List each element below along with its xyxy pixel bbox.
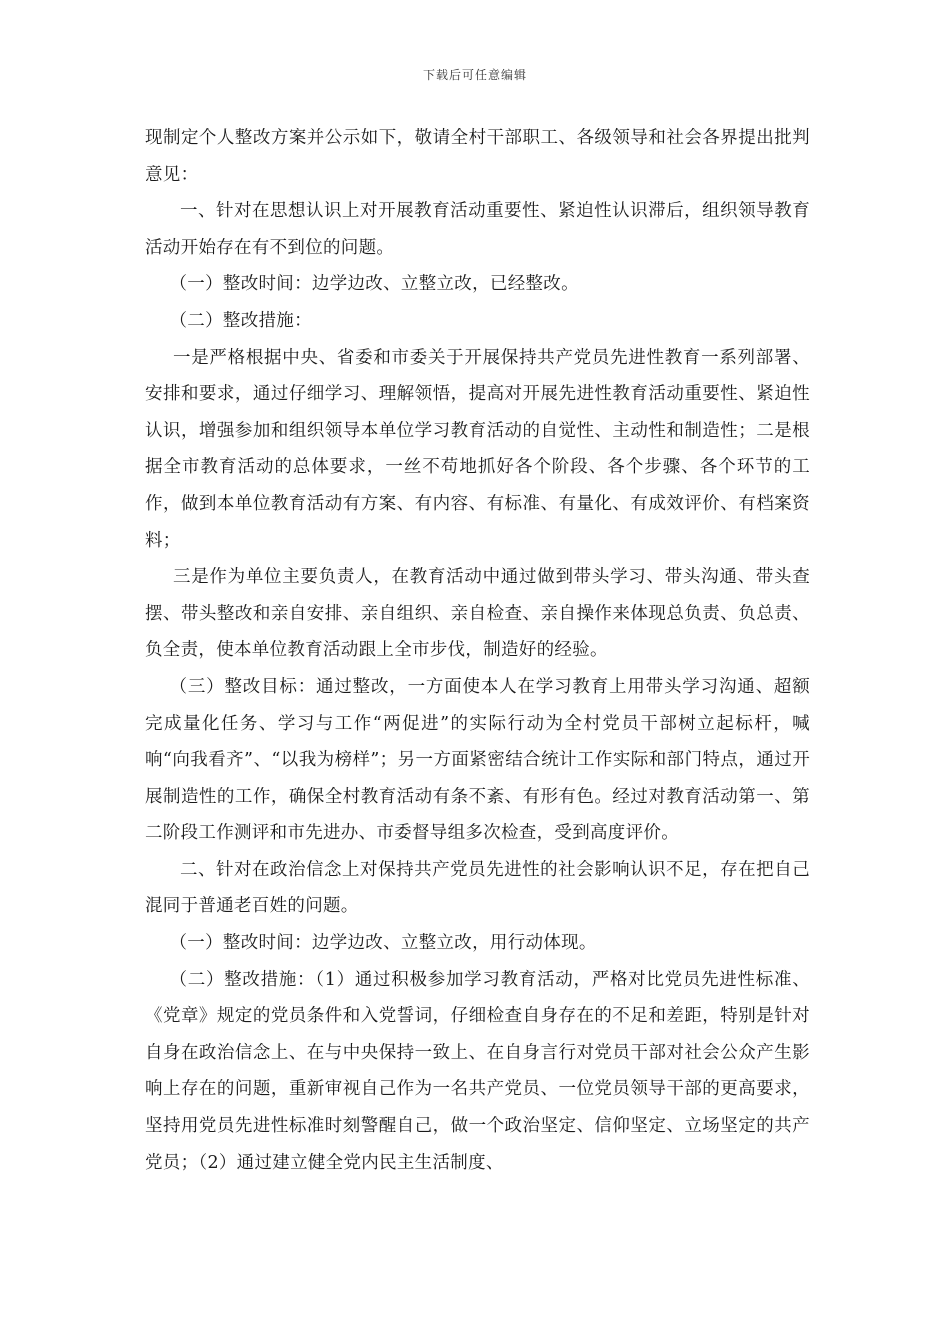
document-body xyxy=(145,120,810,1181)
paragraph-section-2-measures: （二）整改措施：（1）通过积极参加学习教育活动，严格对比党员先进性标准、《党章》规定的党员条件和入党誓词，仔细检查自身存在的不足和差距，特别是针对自身在政治信念上、在与中央保持一致上、在自身言行对党员干部对社会公众产生影响上存在的问题，重新审视自己作为一名共产党员、一位党员领导干部的更高要求，坚持用党员先进性标准时刻警醒自己，做一个政治坚定、信仰坚定、立场坚定的共产党员；（2）通过建立健全党内民主生活制度、 xyxy=(145,969,810,1173)
paragraph-section-2-time: （一）整改时间：边学边改、立整立改，用行动体现。 xyxy=(169,933,597,954)
paragraph-section-1-goal: （三）整改目标：通过整改，一方面使本人在学习教育上用带头学习沟通、超额完成量化任务、学习与工作“两促进”的实际行动为全村党员干部树立起标杆，喊响“向我看齐”、“以我为榜样”；另一方面紧密结合统计工作实际和部门特点，通过开展制造性的工作，确保全村教育活动有条不紊、有形有色。经过对教育活动第一、第二阶段工作测评和市先进办、市委督导组多次检查，受到高度评价。 xyxy=(145,676,810,844)
paragraph-section-1-heading: 一、针对在思想认识上对开展教育活动重要性、紧迫性认识滞后，组织领导教育活动开始存在有不到位的问题。 xyxy=(145,201,810,258)
page-header-note: 下载后可任意编辑 xyxy=(422,68,527,82)
paragraph-intro: 现制定个人整改方案并公示如下，敬请全村干部职工、各级领导和社会各界提出批判意见： xyxy=(145,128,810,185)
paragraph-section-1-measures-title: （二）整改措施： xyxy=(169,310,312,331)
paragraph-section-2-heading: 二、针对在政治信念上对保持共产党员先进性的社会影响认识不足，存在把自己混同于普通老百姓的问题。 xyxy=(145,859,810,917)
paragraph-section-1-measures-3: 三是作为单位主要负责人，在教育活动中通过做到带头学习、带头沟通、带头查摆、带头整改和亲自安排、亲自组织、亲自检查、亲自操作来体现总负责、负总责、负全责，使本单位教育活动跟上全市步伐，制造好的经验。 xyxy=(145,567,810,661)
paragraph-section-1-time: （一）整改时间：边学边改、立整立改，已经整改。 xyxy=(169,274,579,295)
paragraph-section-1-measures-1-2: 一是严格根据中央、省委和市委关于开展保持共产党员先进性教育一系列部署、安排和要求，通过仔细学习、理解领悟，提高对开展先进性教育活动重要性、紧迫性认识，增强参加和组织领导本单位学习教育活动的自觉性、主动性和制造性；二是根据全市教育活动的总体要求，一丝不苟地抓好各个阶段、各个步骤、各个环节的工作，做到本单位教育活动有方案、有内容、有标准、有量化、有成效评价、有档案资料； xyxy=(145,347,810,551)
